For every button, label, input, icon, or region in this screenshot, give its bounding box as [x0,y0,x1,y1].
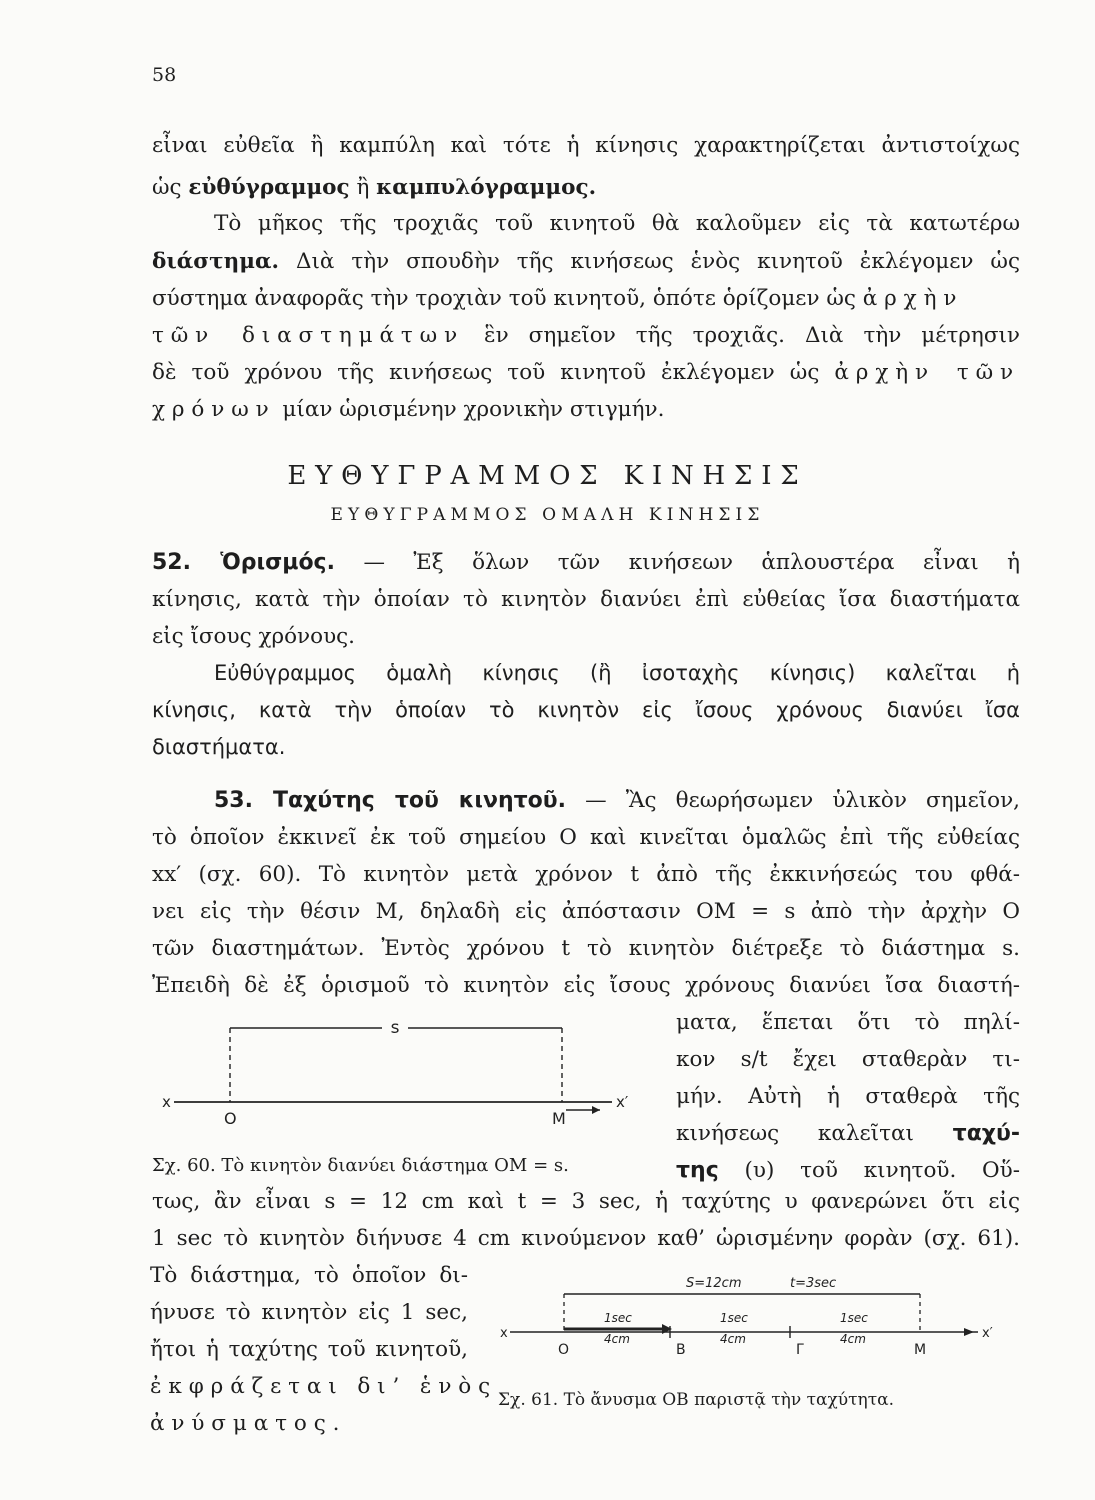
term-distance: διάστημα. [152,249,280,274]
intro-line-5: σύστημα ἀναφορᾶς τὴν τροχιὰν τοῦ κινητοῦ, ὁπότε ὁρίζομεν ὡς ἀρχὴν [152,286,964,311]
s53-lower-2: ήνυσε τὸ κινητὸν εἰς 1 sec, [150,1300,468,1325]
s53-title: 53. Ταχύτης τοῦ κινητοῦ. [214,788,567,813]
s53-lower-4: ἐκφράζεται δι’ ἑνὸς [150,1374,498,1399]
fig60-arrowhead-icon [592,1106,600,1114]
fig60-label-x: x [162,1093,171,1111]
intro-line-1: εἶναι εὐθεῖα ἢ καμπύλη καὶ τότε ἡ κίνησις χαρακτηρίζεται ἀντιστοίχως [152,133,1020,158]
s53-line-8: 1 sec τὸ κινητὸν διήνυσε 4 cm κινούμενον καθ’ ὡρισμένην φορὰν (σχ. 61). [152,1226,1020,1251]
chapter-heading: ΕΥΘΥΓΡΑΜΜΟΣ ΚΙΝΗΣΙΣ [287,461,808,491]
s53-narrow-1: ματα, ἕπεται ὅτι τὸ πηλί- [676,1010,1020,1035]
term-curvilinear: καμπυλόγραμμος. [376,175,597,200]
fig61-seg1-time: 1sec [604,1311,632,1325]
intro-line-2: ὡς εὐθύγραμμος ἢ καμπυλόγραμμος. [152,175,597,200]
fig61-seg2-time: 1sec [720,1311,748,1325]
page-number: 58 [152,64,177,86]
s53-line-1: 53. Ταχύτης τοῦ κινητοῦ. — Ἂς θεωρήσωμεν ὑλικὸν σημεῖον, [214,788,1021,813]
s53-line-7: τως, ἂν εἶναι s = 12 cm καὶ t = 3 sec, ἡ ταχύτης υ φανερώνει ὅτι εἰς [152,1189,1020,1214]
term-origin: ἀρχὴν [862,286,964,311]
s53-lower-1: Τὸ διάστημα, τὸ ὁποῖον δι- [150,1263,468,1288]
s53-line-2: τὸ ὁποῖον ἐκκινεῖ ἐκ τοῦ σημείου Ο καὶ κινεῖται ὁμαλῶς ἐπὶ τῆς εὐθείας [152,825,1020,850]
s53-lower-3: ἤτοι ἡ ταχύτης τοῦ κινητοῦ, [150,1337,468,1362]
fig60-label-x-prime: x′ [616,1093,629,1111]
s52-title: 52. Ὁρισμός. [152,550,335,575]
fig60-label-s: s [390,1018,400,1038]
s52-definition-2: κίνησις, κατὰ τὴν ὁποίαν τὸ κινητὸν εἰς ἴσους χρόνους διανύει ἴσα [152,698,1020,722]
s53-line-3: xx′ (σχ. 60). Τὸ κινητὸν μετὰ χρόνον t ἀπὸ τῆς ἐκκινήσεώς του φθά- [152,862,1020,887]
fig61-label-x-prime: x′ [982,1326,993,1341]
fig61-seg3-len: 4cm [840,1332,866,1346]
intro-line-6: τῶν διαστημάτων ἓν σημεῖον τῆς τροχιᾶς. Διὰ τὴν μέτρησιν [152,323,1020,348]
s53-narrow-2: κον s/t ἔχει σταθερὰν τι- [676,1047,1020,1072]
fig61-seg2-len: 4cm [720,1332,746,1346]
intro-line-4: διάστημα. Διὰ τὴν σπουδὴν τῆς κινήσεως ἑνὸς κινητοῦ ἐκλέγομεν ὡς [152,249,1020,274]
fig61-axis-arrowhead-icon [964,1328,974,1336]
section-heading: ΕΥΘΥΓΡΑΜΜΟΣ ΟΜΑΛΗ ΚΙΝΗΣΙΣ [330,505,765,525]
s53-line-4: νει εἰς τὴν θέσιν Μ, δηλαδὴ εἰς ἀπόστασιν ΟΜ = s ἀπὸ τὴν ἀρχὴν Ο [152,899,1020,924]
fig61-seg1-len: 4cm [604,1332,630,1346]
s53-narrow-4: κινήσεως καλεῖται ταχύ- [676,1121,1020,1146]
fig61-label-G: Γ [796,1342,804,1358]
figure-61 [500,1272,1005,1372]
fig60-label-O: O [224,1109,237,1128]
fig61-label-t: t=3sec [790,1276,837,1291]
fig61-seg3-time: 1sec [840,1311,868,1325]
intro-line-3: Τὸ μῆκος τῆς τροχιᾶς τοῦ κινητοῦ θὰ καλοῦμεν εἰς τὰ κατωτέρω [214,211,1020,236]
s53-line-5: τῶν διαστημάτων. Ἐντὸς χρόνου t τὸ κινητὸν διέτρεξε τὸ διάστημα s. [152,936,1020,961]
fig60-caption: Σχ. 60. Τὸ κινητὸν διανύει διάστημα ΟΜ = s. [152,1155,569,1176]
s52-line-2: κίνησις, κατὰ τὴν ὁποίαν τὸ κινητὸν διανύει ἐπὶ εὐθείας ἴσα διαστήματα [152,587,1020,612]
s52-definition-3: διαστήματα. [152,735,286,759]
s52-line-1: 52. Ὁρισμός. — Ἐξ ὅλων τῶν κινήσεων ἁπλουστέρα εἶναι ἡ [152,550,1020,575]
term-rectilinear: εὐθύγραμμος [188,175,350,200]
fig61-label-B: B [676,1342,686,1358]
s52-definition-1: Εὐθύγραμμος ὁμαλὴ κίνησις (ἢ ἰσοταχὴς κίνησις) καλεῖται ἡ [214,661,1020,685]
s53-line-6: Ἐπειδὴ δὲ ἐξ ὁρισμοῦ τὸ κινητὸν εἰς ἴσους χρόνους διανύει ἴσα διαστή- [152,973,1020,998]
figure-60 [160,1012,640,1142]
s53-narrow-3: μήν. Αὐτὴ ἡ σταθερὰ τῆς [676,1084,1020,1109]
intro-line-7: δὲ τοῦ χρόνου τῆς κινήσεως τοῦ κινητοῦ ἐκλέγομεν ὡς ἀρχὴν τῶν [152,360,1021,385]
s52-line-3: εἰς ἴσους χρόνους. [152,624,356,649]
s53-narrow-5: της (υ) τοῦ κινητοῦ. Οὕ- [676,1158,1020,1183]
fig61-label-M: M [914,1342,927,1358]
fig61-label-x: x [500,1326,508,1341]
intro-line-8: χρόνων μίαν ὡρισμένην χρονικὴν στιγμήν. [152,397,665,422]
fig61-label-O: O [558,1342,570,1358]
fig60-label-M: M [552,1109,566,1128]
s53-lower-5: ἀνύσματος. [150,1411,347,1436]
fig61-caption: Σχ. 61. Τὸ ἄνυσμα ΟΒ παριστᾷ τὴν ταχύτητα. [498,1390,894,1410]
fig61-label-s: S=12cm [686,1276,742,1291]
term-velocity: ταχύ- [952,1121,1020,1146]
